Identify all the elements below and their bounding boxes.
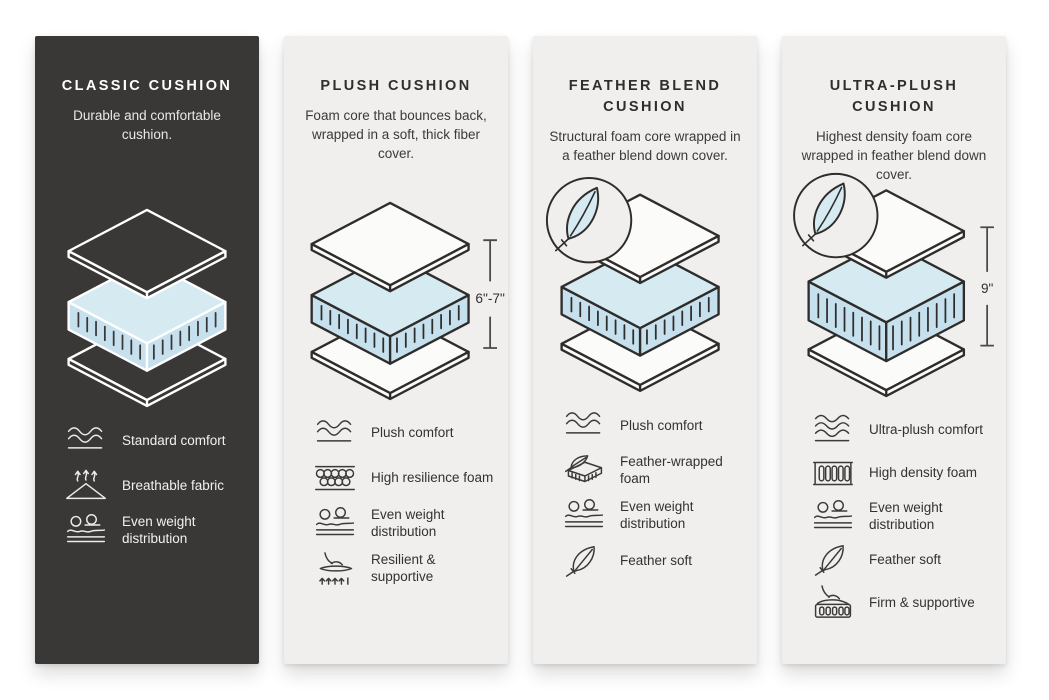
panel-title: ULTRA-PLUSH CUSHION <box>829 78 959 116</box>
height-dimension <box>980 227 994 345</box>
feature-label: Even weight distribution <box>122 513 196 547</box>
dimension-label: 9" <box>980 280 994 296</box>
breathable-icon <box>64 468 108 503</box>
feature-label: Resilient & supportive <box>371 551 436 585</box>
feature-list <box>546 408 744 588</box>
feature-list <box>48 423 246 558</box>
feature-row <box>811 456 993 491</box>
feature-label: Feather soft <box>620 552 693 568</box>
feature-label: Even weight distribution <box>371 506 445 540</box>
feature-row <box>313 416 495 451</box>
feature-label: Plush comfort <box>371 425 454 441</box>
even-weight-icon <box>313 506 357 541</box>
exploded-cushion-illustration <box>546 166 744 392</box>
height-dimension <box>475 240 505 348</box>
feather-icon <box>811 542 855 577</box>
waves-icon <box>811 413 855 448</box>
dimension-label: 6"-7" <box>475 290 505 306</box>
panel-title: PLUSH CUSHION <box>320 78 472 94</box>
bubble-foam-icon <box>313 461 357 496</box>
feature-row <box>562 498 744 533</box>
feature-label: Breathable fabric <box>122 477 225 493</box>
feature-row <box>64 468 246 503</box>
even-weight-icon <box>562 498 606 533</box>
cushion-layers-drawing <box>542 173 748 392</box>
feature-row <box>811 499 993 534</box>
exploded-cushion-illustration <box>48 171 246 407</box>
feature-row <box>313 461 495 496</box>
cell-foam-icon <box>811 456 855 491</box>
exploded-cushion-illustration <box>297 164 505 400</box>
panel-description: Structural foam core wrapped in a feather blend down cover. <box>549 129 741 163</box>
feature-row <box>811 585 993 620</box>
panel-description: Durable and comfortable cushion. <box>73 108 221 142</box>
feature-list <box>795 413 993 628</box>
cushion-layers-drawing <box>292 199 505 400</box>
comparison-board <box>35 36 1006 664</box>
panel-description: Foam core that bounces back, wrapped in a soft, thick fiber cover. <box>305 108 487 161</box>
feature-row <box>64 513 246 548</box>
even-weight-icon <box>811 499 855 534</box>
waves-icon <box>64 423 108 458</box>
feature-label: High resilience foam <box>371 470 494 486</box>
feature-label: Feather-wrapped foam <box>620 453 723 487</box>
waves-icon <box>313 416 357 451</box>
panel-plush-cushion <box>284 36 508 664</box>
press-cells-icon <box>811 585 855 620</box>
feature-list <box>297 416 495 596</box>
feature-row <box>562 408 744 443</box>
feature-label: Even weight distribution <box>869 499 943 533</box>
panel-title: FEATHER BLEND CUSHION <box>568 78 722 116</box>
feature-row <box>562 543 744 578</box>
feature-label: Feather soft <box>869 551 942 567</box>
panel-feather-blend-cushion <box>533 36 757 664</box>
waves-icon <box>562 408 606 443</box>
even-weight-icon <box>64 513 108 548</box>
feature-label: Firm & supportive <box>869 594 975 610</box>
feature-row <box>811 542 993 577</box>
cushion-layers-drawing <box>788 169 1000 397</box>
feature-row <box>562 453 744 488</box>
panel-description: Highest density foam core wrapped in feather blend down cover. <box>801 129 987 182</box>
exploded-cushion-illustration <box>795 185 993 397</box>
feature-label: Standard comfort <box>122 432 226 448</box>
feature-label: High density foam <box>869 465 978 481</box>
feature-label: Even weight distribution <box>620 498 694 532</box>
feature-row <box>811 413 993 448</box>
feature-row <box>64 423 246 458</box>
panel-title: CLASSIC CUSHION <box>61 78 233 94</box>
cushion-layers-drawing <box>49 206 245 407</box>
panel-ultra-plush-cushion <box>782 36 1006 664</box>
feather-badge <box>547 178 631 262</box>
feature-label: Plush comfort <box>620 417 703 433</box>
feather-foam-icon <box>562 453 606 488</box>
feature-row <box>313 551 495 586</box>
feather-icon <box>562 543 606 578</box>
press-support-icon <box>313 551 357 586</box>
feature-row <box>313 506 495 541</box>
panel-classic-cushion <box>35 36 259 664</box>
feature-label: Ultra-plush comfort <box>869 422 984 438</box>
feather-badge <box>794 174 877 257</box>
